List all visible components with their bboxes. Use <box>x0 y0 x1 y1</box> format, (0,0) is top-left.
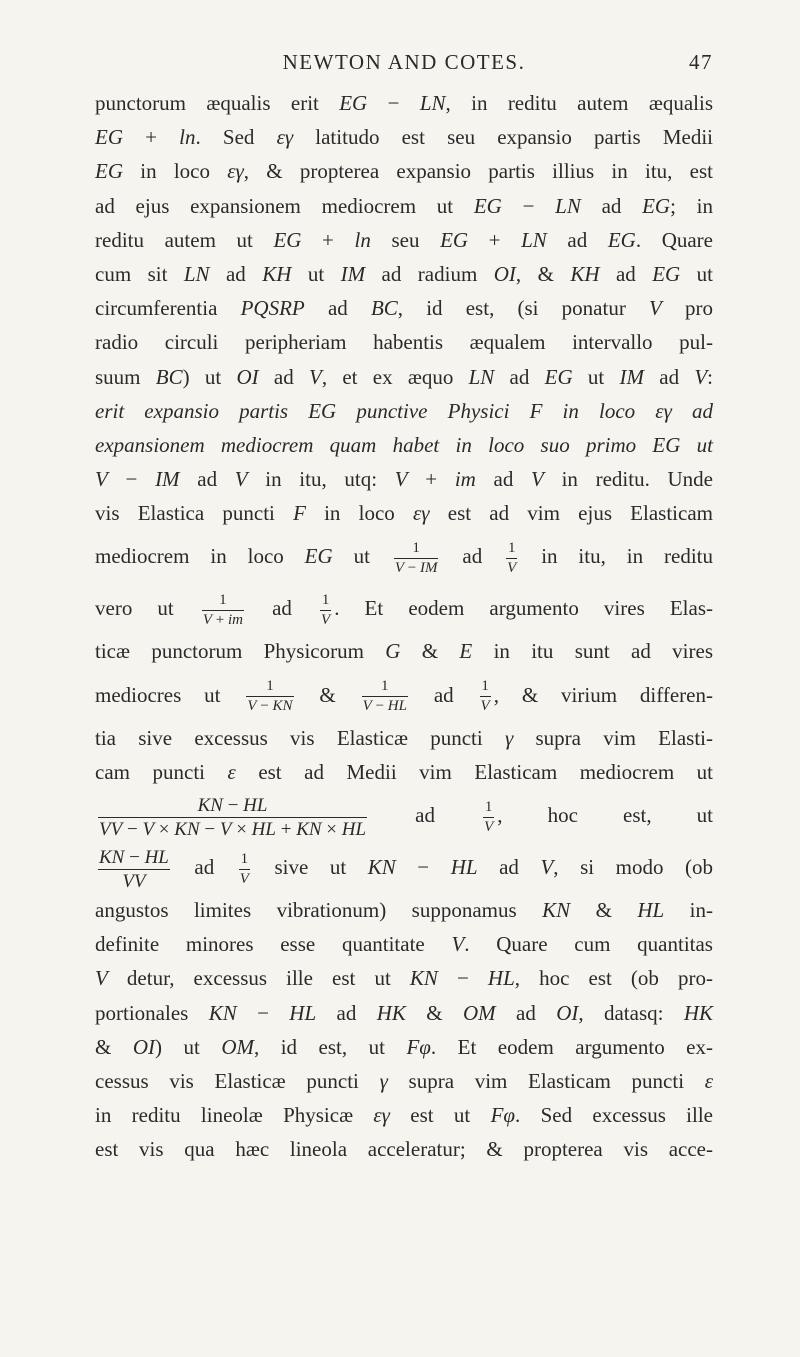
text-line: punctorum æqualis erit EG − LN, in reditu autem æqualis <box>95 91 714 115</box>
text-line: ticæ punctorum Physicorum G & E in itu sunt ad vires <box>95 639 713 664</box>
text-line: V − IM ad V in itu, utq: V + im ad V in reditu. Unde <box>95 467 713 492</box>
text-line-formula: $\frac{KN - HL}{VV - V \times KN - V \times HL + KN \times HL}$ ad $\frac{1}{V}$ , hoc est, ut <box>99 794 714 840</box>
text-line-formula: mediocres ut $\frac{1}{V - KN}$ & $\frac{1}{V - HL}$ ad $\frac{1}{V}$ , & virium differen- <box>95 678 713 715</box>
text-line-formula: vero ut $\frac{1}{V + im}$ ad $\frac{1}{V}$ . Et eodem argumento vires Elas- <box>95 592 713 629</box>
fraction: $\frac{1}{V}$ <box>507 540 517 577</box>
text-line-formula: $\frac{KN - HL}{VV}$ ad $\frac{1}{V}$ sive ut KN − HL ad V, si modo (ob <box>99 846 714 892</box>
fraction: $\frac{1}{V}$ <box>321 592 331 629</box>
text-line: erit expansio partis EG punctive Physici F in loco εγ ad <box>95 398 713 423</box>
fraction: $\frac{1}{V}$ <box>480 678 490 715</box>
text-line: cum sit LN ad KH ut IM ad radium OI, & KH ad EG ut <box>95 261 713 286</box>
text-line: portionales KN − HL ad HK & OM ad OI, datasq: HK <box>95 1000 714 1025</box>
text-line: ad ejus expansionem mediocrem ut EG − LN ad EG; in <box>95 193 714 218</box>
fraction: $\frac{1}{V - IM}$ <box>394 540 438 577</box>
text-line: tia sive excessus vis Elasticæ puncti γ supra vim Elasti- <box>95 725 713 750</box>
text-line: radio circuli peripheriam habentis æqualem intervallo pul- <box>95 330 713 355</box>
text-line: suum BC) ut OI ad V, et ex æquo LN ad EG ut IM ad V: <box>95 364 714 389</box>
fraction: $\frac{1}{V - HL}$ <box>362 678 407 715</box>
text-line-formula: mediocrem in loco EG ut $\frac{1}{V - IM}$ ad $\frac{1}{V}$ in itu, in reditu <box>95 540 713 577</box>
text-line: vis Elastica puncti F in loco εγ est ad vim ejus Elasticam <box>95 501 713 526</box>
body-text <box>95 86 713 1167</box>
text-line: expansionem mediocrem quam habet in loco suo primo EG ut <box>95 432 713 457</box>
text-line: EG in loco εγ, & propterea expansio partis illius in itu, est <box>95 159 713 184</box>
running-header <box>95 50 713 80</box>
fraction: $\frac{KN - HL}{VV - V \times KN - V \times HL + KN \times HL}$ <box>99 794 367 840</box>
text-line: & OI) ut OM, id est, ut Fφ. Et eodem argumento ex- <box>95 1034 713 1059</box>
page-number: 47 <box>689 50 713 74</box>
fraction: $\frac{1}{V}$ <box>239 850 249 887</box>
text-line: est vis qua hæc lineola acceleratur; & propterea vis acce- <box>95 1137 713 1162</box>
text-line: V detur, excessus ille est ut KN − HL, hoc est (ob pro- <box>95 966 713 991</box>
text-line: angustos limites vibrationum) supponamus KN & HL in- <box>95 898 713 922</box>
text-line: in reditu lineolæ Physicæ εγ est ut Fφ. Sed excessus ille <box>95 1103 713 1128</box>
fraction: $\frac{1}{V}$ <box>484 798 494 835</box>
text-line: EG + ln. Sed εγ latitudo est seu expansio partis Medii <box>95 125 713 150</box>
fraction: $\frac{1}{V - KN}$ <box>247 678 293 715</box>
fraction: $\frac{KN - HL}{VV}$ <box>99 846 169 892</box>
text-line: cessus vis Elasticæ puncti γ supra vim Elasticam puncti ε <box>95 1068 713 1093</box>
running-title: NEWTON AND COTES. <box>282 50 526 74</box>
text-line: definite minores esse quantitate V. Quare cum quantitas <box>95 932 713 957</box>
text-line: circumferentia PQSRP ad BC, id est, (si ponatur V pro <box>95 296 714 321</box>
text-line: reditu autem ut EG + ln seu EG + LN ad EG. Quare <box>95 227 713 252</box>
fraction: $\frac{1}{V + im}$ <box>202 592 243 629</box>
text-line: cam puncti ε est ad Medii vim Elasticam mediocrem ut <box>95 759 714 784</box>
